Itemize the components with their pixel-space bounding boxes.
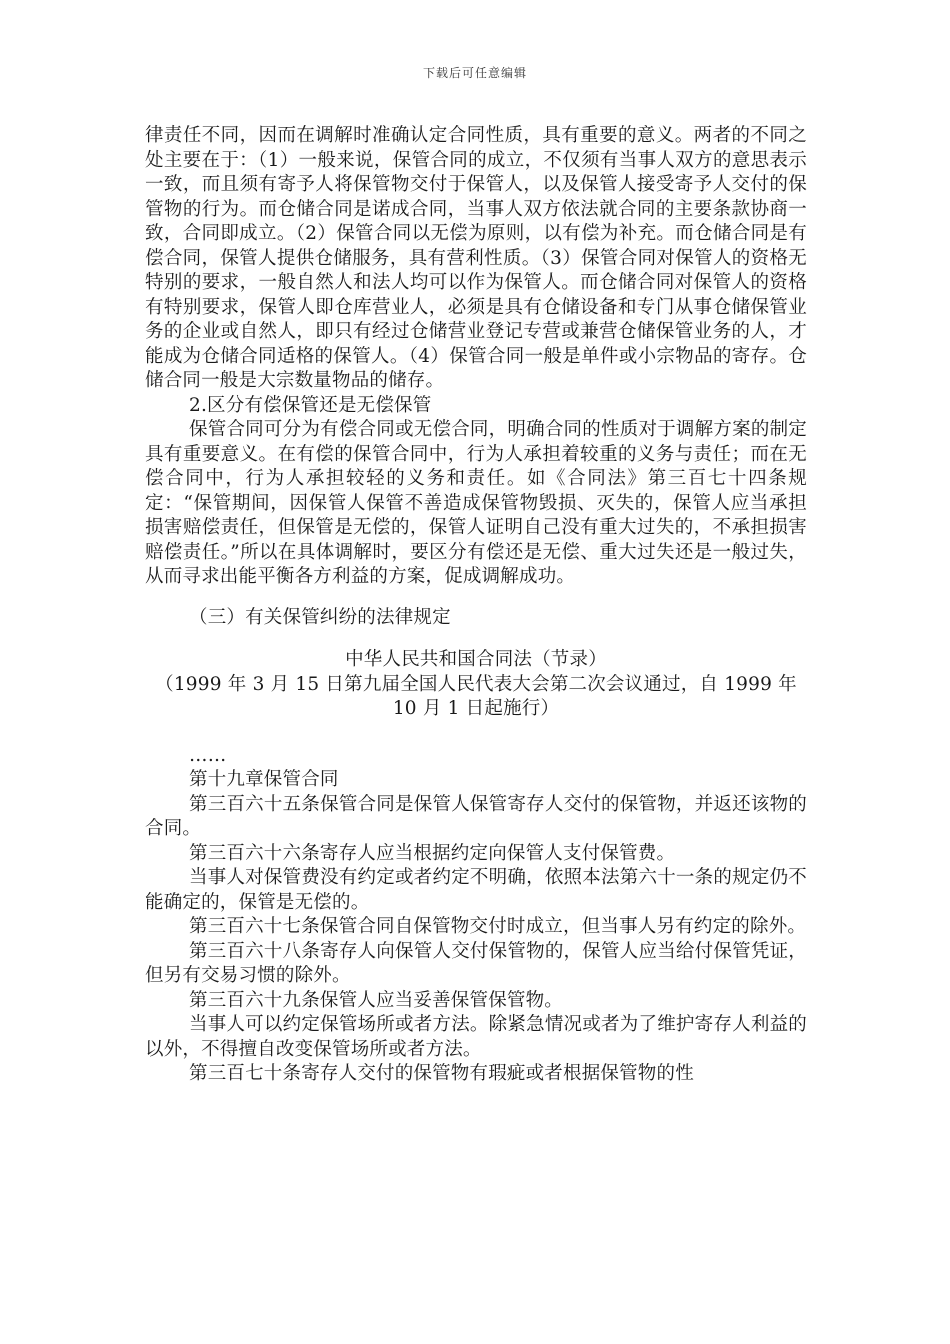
- document-body: [145, 124, 807, 1087]
- article-367: 第三百六十七条保管合同自保管物交付时成立，但当事人另有约定的除外。: [189, 916, 807, 937]
- article-369: 第三百六十九条保管人应当妥善保管保管物。: [189, 989, 564, 1011]
- ellipsis: ……: [189, 744, 227, 766]
- paragraph-paid-vs-free: 保管合同可分为有偿合同或无偿合同，明确合同的性质对于调解方案的制定具有重要意义。在有偿的保管合同中，行为人承担着较重的义务与责任；而在无偿合同中，行为人承担较轻的义务和责任。如《合同法》第三百七十四条规定：“保管期间，因保管人保管不善造成保管物毁损、灭失的，保管人应当承担损害赔偿责任，但保管是无偿的，保管人证明自己没有重大过失的，不承担损害赔偿责任。”所以在具体调解时，要区分有偿还是无偿、重大过失还是一般过失，从而寻求出能平衡各方利益的方案，促成调解成功。: [145, 419, 807, 587]
- law-title: 中华人民共和国合同法（节录）: [345, 649, 607, 670]
- section-heading-legal-provisions: （三）有关保管纠纷的法律规定: [189, 606, 451, 628]
- article-369-paragraph-2: 当事人可以约定保管场所或者方法。除紧急情况或者为了维护寄存人利益的以外，不得擅自改变保管场所或者方法。: [145, 1014, 807, 1060]
- article-366-paragraph-2: 当事人对保管费没有约定或者约定不明确，依照本法第六十一条的规定仍不能确定的，保管是无偿的。: [145, 867, 807, 913]
- law-subtitle: （1999 年 3 月 15 日第九届全国人民代表大会第二次会议通过，自 1999 年 10 月 1 日起施行）: [155, 673, 797, 719]
- article-370: 第三百七十条寄存人交付的保管物有瑕疵或者根据保管物的性: [189, 1063, 694, 1084]
- article-365: 第三百六十五条保管合同是保管人保管寄存人交付的保管物，并返还该物的合同。: [145, 793, 807, 839]
- article-366: 第三百六十六条寄存人应当根据约定向保管人支付保管费。: [189, 842, 676, 864]
- subheading-paid-vs-free: 2.区分有偿保管还是无偿保管: [189, 394, 432, 416]
- paragraph-contract-differences: 律责任不同，因而在调解时准确认定合同性质，具有重要的意义。两者的不同之处主要在于：（1）一般来说，保管合同的成立，不仅须有当事人双方的意思表示一致，而且须有寄予人将保管物交付于保管人，以及保管人接受寄予人交付的保管物的行为。而仓储合同是诺成合同，当事人双方依法就合同的主要条款协商一致，合同即成立。（2）保管合同以无偿为原则，以有偿为补充。而仓储合同是有偿合同，保管人提供仓储服务，具有营利性质。（3）保管合同对保管人的资格无特别的要求，一般自然人和法人均可以作为保管人。而仓储合同对保管人的资格有特别要求，保管人即仓库营业人，必须是具有仓储设备和专门从事仓储保管业务的企业或自然人，即只有经过仓储营业登记专营或兼营仓储保管业务的人，才能成为仓储合同适格的保管人。（4）保管合同一般是单件或小宗物品的寄存。仓储合同一般是大宗数量物品的储存。: [145, 125, 807, 391]
- chapter-title: 第十九章保管合同: [189, 769, 339, 790]
- article-368: 第三百六十八条寄存人向保管人交付保管物的，保管人应当给付保管凭证，但另有交易习惯的除外。: [145, 940, 807, 986]
- page-header-note: 下载后可任意编辑: [422, 66, 527, 80]
